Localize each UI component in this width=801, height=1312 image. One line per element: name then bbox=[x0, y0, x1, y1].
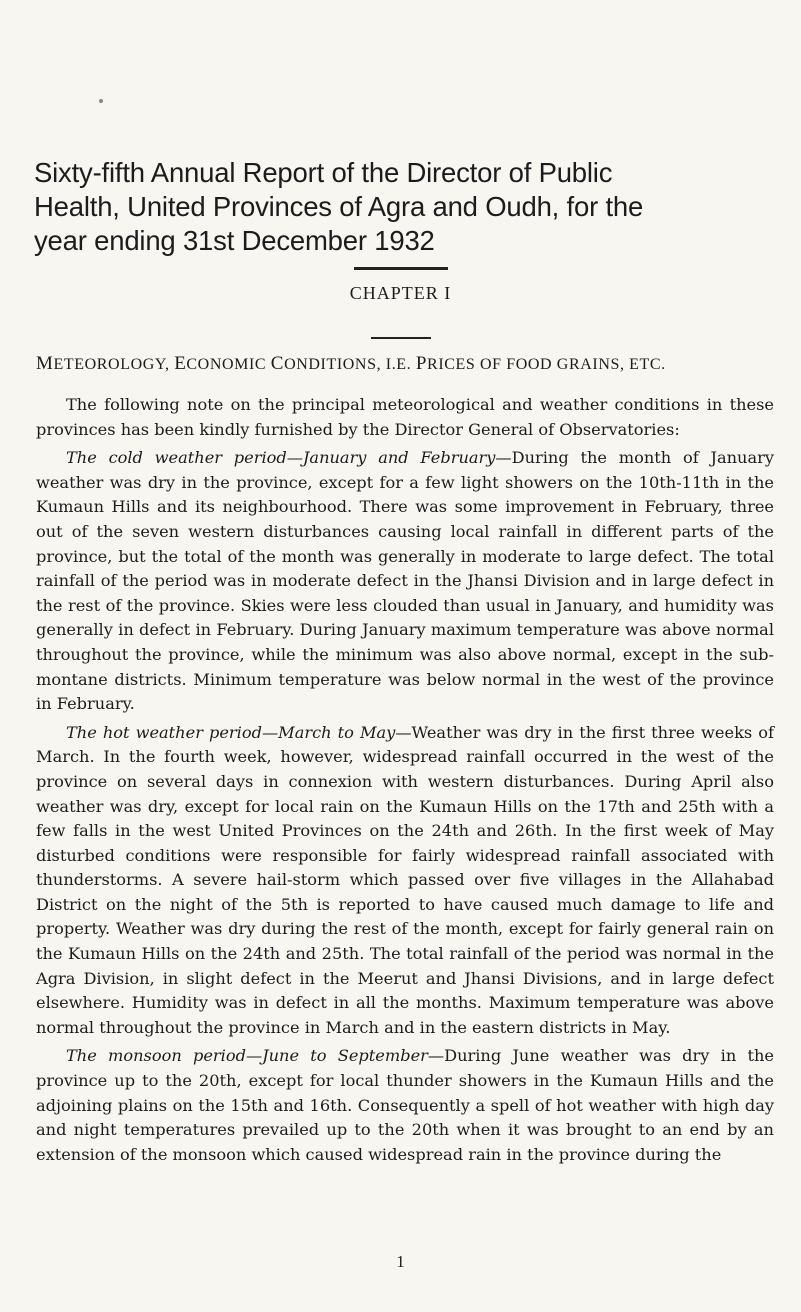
monsoon-heading: The monsoon period—June to September bbox=[66, 1046, 428, 1066]
monsoon-paragraph bbox=[36, 1044, 774, 1167]
title-line-2: Health, United Provinces of Agra and Oudh, for the bbox=[34, 191, 644, 222]
intro-paragraph: The following note on the principal meteorological and weather conditions in these provinces has been kindly furnished by the Director General of Observatories: bbox=[36, 395, 774, 439]
page-speck bbox=[99, 99, 103, 103]
title-line-1: Sixty-fifth Annual Report of the Director of Public bbox=[34, 157, 613, 188]
cold-weather-heading: The cold weather period—January and February bbox=[66, 448, 496, 468]
monsoon-text: —During June weather was dry in the province up to the 20th, except for local thunder showers in the Kumaun Hills and the adjoining plains on the 15th and 16th. Consequently a spell of hot weather with high day and night temperatures prevailed up to the 20th when it was brought to an end by an extension of the monsoon which caused widespread rain in the province during the bbox=[36, 1046, 774, 1164]
title-divider bbox=[354, 267, 448, 270]
hot-weather-paragraph bbox=[36, 721, 774, 1041]
title-line-3: year ending 31st December 1932 bbox=[34, 225, 435, 256]
section-heading: METEOROLOGY, ECONOMIC CONDITIONS, I.E. PRICES OF FOOD GRAINS, ETC. bbox=[36, 353, 666, 374]
report-title bbox=[34, 156, 774, 258]
cold-weather-text: —During the month of January weather was dry in the province, except for a few light showers on the 10th-11th in the Kumaun Hills and its neighbourhood. There was some improvement in February, three out of the seven western disturbances causing local rainfall in different parts of the province, but the total of the month was generally in moderate to large defect. The total rainfall of the period was in moderate defect in the Jhansi Division and in large defect in the rest of the province. Skies were less clouded than usual in January, and humidity was generally in defect in February. During January maximum temperature was above normal throughout the province, while the minimum was also above normal, except in the sub-montane districts. Minimum temperature was below normal in the west of the province in February. bbox=[36, 448, 774, 714]
hot-weather-text: —Weather was dry in the first three weeks of March. In the fourth week, however, widespread rainfall occurred in the west of the province on several days in connexion with western disturbances. During April also weather was dry, except for local rain on the Kumaun Hills on the 17th and 25th with a few falls in the west United Provinces on the 24th and 26th. In the first week of May disturbed conditions were responsible for fairly widespread rainfall associated with thunderstorms. A severe hail-storm which passed over five villages in the Allahabad District on the night of the 5th is reported to have caused much damage to life and property. Weather was dry during the rest of the month, except for fairly general rain on the Kumaun Hills on the 24th and 25th. The total rainfall of the period was normal in the Agra Division, in slight defect in the Meerut and Jhansi Divisions, and in large defect elsewhere. Humidity was in defect in all the months. Maximum temperature was above normal throughout the province in March and in the eastern districts in May. bbox=[36, 722, 774, 1037]
chapter-heading: CHAPTER I bbox=[349, 283, 452, 303]
report-body bbox=[36, 393, 774, 1171]
chapter-divider bbox=[371, 337, 431, 339]
page-number: 1 bbox=[396, 1252, 405, 1271]
hot-weather-heading: The hot weather period—March to May bbox=[66, 722, 396, 742]
cold-weather-paragraph bbox=[36, 446, 774, 717]
